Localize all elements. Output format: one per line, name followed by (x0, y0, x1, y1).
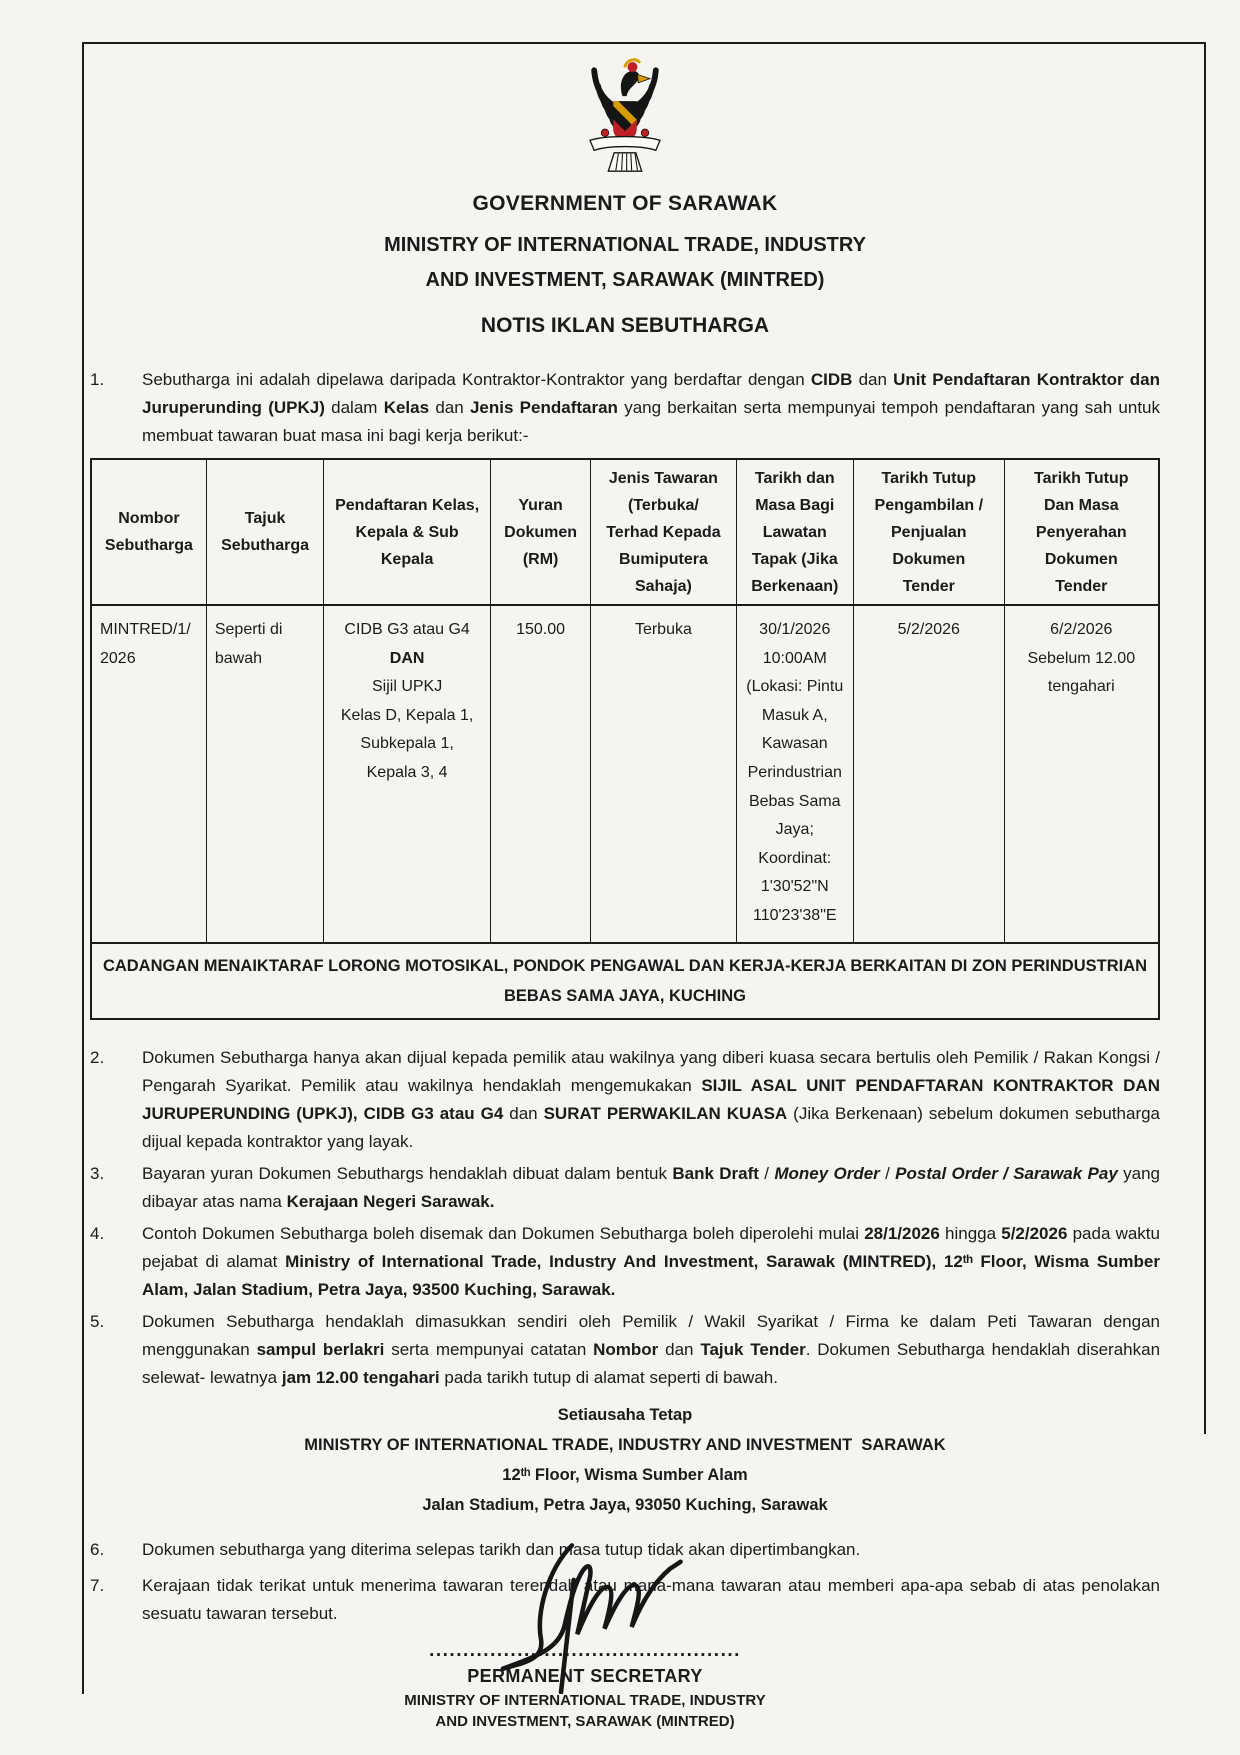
cell-nombor-sebutharga: MINTRED/1/ 2026 (91, 605, 206, 943)
notice-title: NOTIS IKLAN SEBUTHARGA (480, 314, 770, 337)
signature-dotted-line: .............................................. (429, 1640, 741, 1661)
sarawak-coat-of-arms-icon (575, 56, 675, 173)
item-number: 7. (90, 1576, 105, 1595)
cell-jenis-tawaran: Terbuka (591, 605, 736, 943)
submission-address-block (90, 1400, 1160, 1520)
col-header-yuran-dokumen: Yuran Dokumen (RM) (490, 459, 590, 605)
cell-pendaftaran-kelas: CIDB G3 atau G4 DAN Sijil UPKJ Kelas D, Kepala 1, Subkepala 1, Kepala 3, 4 (324, 605, 491, 943)
col-header-pendaftaran-kelas: Pendaftaran Kelas, Kepala & Sub Kepala (324, 459, 491, 605)
item-number: 6. (90, 1540, 105, 1559)
item-number: 4. (90, 1224, 105, 1243)
item-text: Bayaran yuran Dokumen Sebuthargs hendaklah dibuat dalam bentuk Bank Draft / Money Order / Postal Order / Sarawak Pay yang dibayar atas nama Kerajaan Negeri Sarawak. (142, 1164, 1160, 1211)
cell-tarikh-tutup-penyerahan: 6/2/2026 Sebelum 12.00 tengahari (1004, 605, 1159, 943)
address-ministry: MINISTRY OF INTERNATIONAL TRADE, INDUSTRY AND INVESTMENT SARAWAK (304, 1436, 946, 1454)
col-header-tarikh-tutup-penjualan: Tarikh Tutup Pengambilan / Penjualan Dokumen Tender (854, 459, 1005, 605)
col-header-tarikh-tutup-penyerahan: Tarikh Tutup Dan Masa Penyerahan Dokumen Tender (1004, 459, 1159, 605)
item-number: 2. (90, 1048, 105, 1067)
item-number: 1. (90, 370, 105, 389)
item-text: Dokumen Sebutharga hendaklah dimasukkan sendiri oleh Pemilik / Wakil Syarikat / Firma ke dalam Peti Tawaran dengan menggunakan sampul berlakri serta mempunyai catatan Nombor dan Tajuk Tender. Dokumen Sebutharga hendaklah diserahkan selewat- lewatnya jam 12.00 tengahari pada tarikh tutup di alamat seperti di bawah. (142, 1312, 1161, 1387)
ministry-title-line2: AND INVESTMENT, SARAWAK (MINTRED) (425, 269, 825, 291)
ministry-title-line1: MINISTRY OF INTERNATIONAL TRADE, INDUSTRY (384, 234, 866, 256)
item-text: Dokumen sebutharga yang diterima selepas tarikh dan masa tutup tidak akan dipertimbangkan. (142, 1540, 861, 1559)
project-title: CADANGAN MENAIKTARAF LORONG MOTOSIKAL, PONDOK PENGAWAL DAN KERJA-KERJA BERKAITAN DI ZON PERINDUSTRIAN BEBAS SAMA JAYA, KUCHING (91, 943, 1159, 1019)
ministry-title (90, 228, 1160, 298)
signatory-org-line2: AND INVESTMENT, SARAWAK (MINTRED) (435, 1713, 735, 1730)
emblem-wrap (90, 56, 1160, 174)
item-text: Sebutharga ini adalah dipelawa daripada Kontraktor-Kontraktor yang berdaftar dengan CIDB dan Unit Pendaftaran Kontraktor dan Juruperunding (UPKJ) dalam Kelas dan Jenis Pendaftaran yang berkaitan serta mempunyai tempoh pendaftaran yang sah untuk membuat tawaran buat masa ini bagi kerja berikut:- (142, 370, 1161, 445)
item-number: 5. (90, 1312, 105, 1331)
government-title: GOVERNMENT OF SARAWAK (472, 192, 778, 215)
signatory-org-line1: MINISTRY OF INTERNATIONAL TRADE, INDUSTRY (404, 1692, 766, 1709)
address-street: Jalan Stadium, Petra Jaya, 93050 Kuching, Sarawak (422, 1496, 828, 1514)
project-title-row (91, 943, 1159, 1019)
signature-scribble-icon (481, 1540, 699, 1694)
col-header-nombor-sebutharga: Nombor Sebutharga (91, 459, 206, 605)
item-number: 3. (90, 1164, 105, 1183)
table-header-row (91, 459, 1159, 605)
tender-table (90, 458, 1160, 1020)
item-text: Contoh Dokumen Sebutharga boleh disemak dan Dokumen Sebutharga boleh diperolehi mulai 28/1/2026 hingga 5/2/2026 pada waktu pejabat di alamat Ministry of International Trade, Industry And Investment, Sarawak (MINTRED), 12ᵗʰ Floor, Wisma Sumber Alam, Jalan Stadium, Petra Jaya, 93500 Kuching, Sarawak. (142, 1224, 1160, 1299)
col-header-tajuk-sebutharga: Tajuk Sebutharga (206, 459, 323, 605)
list-item-5 (90, 1308, 1160, 1392)
col-header-lawatan-tapak: Tarikh dan Masa Bagi Lawatan Tapak (Jika Berkenaan) (736, 459, 853, 605)
cell-tajuk-sebutharga: Seperti di bawah (206, 605, 323, 943)
list-item-2 (90, 1044, 1160, 1156)
list-item-1 (90, 366, 1160, 450)
signature-block (375, 1640, 795, 1732)
col-header-jenis-tawaran: Jenis Tawaran (Terbuka/ Terhad Kepada Bumiputera Sahaja) (591, 459, 736, 605)
table-data-row (91, 605, 1159, 943)
address-recipient: Setiausaha Tetap (557, 1406, 693, 1424)
address-floor: 12ᵗʰ Floor, Wisma Sumber Alam (502, 1466, 748, 1484)
list-item-4 (90, 1220, 1160, 1304)
cell-tarikh-tutup-penjualan: 5/2/2026 (854, 605, 1005, 943)
list-item-3 (90, 1160, 1160, 1216)
cell-lawatan-tapak: 30/1/2026 10:00AM (Lokasi: Pintu Masuk A, Kawasan Perindustrian Bebas Sama Jaya; Koordinat: 1'30'52"N 110'23'38"E (736, 605, 853, 943)
item-text: Kerajaan tidak terikat untuk menerima tawaran terendah atau mana-mana tawaran atau memberi apa-apa sebab di atas penolakan sesuatu tawaran tersebut. (142, 1576, 1160, 1623)
signatory-title: PERMANENT SECRETARY (467, 1666, 703, 1686)
cell-yuran-dokumen: 150.00 (490, 605, 590, 943)
item-text: Dokumen Sebutharga hanya akan dijual kepada pemilik atau wakilnya yang diberi kuasa secara bertulis oleh Pemilik / Rakan Kongsi / Pengarah Syarikat. Pemilik atau wakilnya hendaklah mengemukakan SIJIL ASAL UNIT PENDAFTARAN KONTRAKTOR DAN JURUPERUNDING (UPKJ), CIDB G3 atau G4 dan SURAT PERWAKILAN KUASA (Jika Berkenaan) sebelum dokumen sebutharga dijual kepada kontraktor yang layak. (142, 1048, 1161, 1151)
